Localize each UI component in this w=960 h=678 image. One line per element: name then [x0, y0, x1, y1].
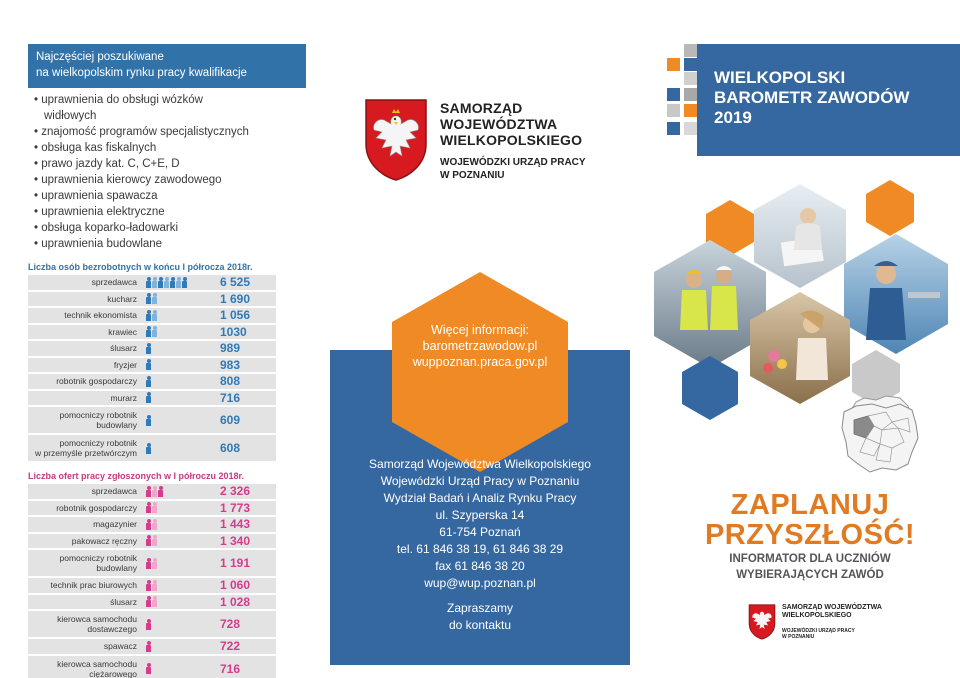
table-row — [28, 308, 276, 323]
row-label-line1: krawiec — [108, 326, 137, 337]
person-icon — [146, 519, 151, 530]
person-icons — [142, 415, 214, 426]
row-label-line1: spawacz — [103, 641, 137, 652]
contact-line: tel. 61 846 38 19, 61 846 38 29 — [396, 542, 564, 556]
logo-line1: SAMORZĄD WOJEWÓDZTWA — [440, 100, 558, 132]
person-icon — [146, 580, 151, 591]
row-label — [28, 486, 142, 496]
subtitle-line2: WYBIERAJĄCYCH ZAWÓD — [736, 569, 884, 581]
row-label-line1: magazynier — [93, 519, 137, 530]
slogan-line2: PRZYSZŁOŚĆ! — [704, 519, 916, 551]
row-value: 1 191 — [220, 556, 251, 570]
person-icons — [142, 293, 214, 304]
row-label-line1: sprzedawca — [91, 486, 137, 497]
left-panel — [28, 44, 306, 678]
person-icon — [146, 558, 151, 569]
person-icons — [142, 277, 214, 288]
row-label — [28, 597, 142, 607]
row-label — [28, 310, 142, 320]
person-icons — [142, 641, 214, 652]
person-icon — [146, 596, 151, 607]
row-label-line1: technik prac biurowych — [50, 580, 137, 591]
mini-logo-line2: WIELKOPOLSKIEGO — [782, 612, 852, 619]
person-icon — [146, 343, 151, 354]
person-icon — [158, 277, 163, 288]
decor-square — [684, 88, 697, 101]
person-icon — [146, 619, 151, 630]
row-value: 6 525 — [220, 275, 251, 290]
qualifications-title-line2: na wielkopolskim rynku pracy kwalifikacje — [36, 67, 247, 79]
row-value: 1 773 — [220, 500, 251, 515]
person-icon — [152, 596, 157, 607]
row-value: 989 — [220, 341, 241, 356]
decor-square — [684, 72, 697, 85]
row-label — [28, 327, 142, 337]
row-label-line1: murarz — [110, 392, 137, 403]
website-link-2[interactable]: wuppoznan.praca.gov.pl — [412, 355, 548, 369]
subtitle-line1: INFORMATOR DLA UCZNIÓW — [729, 553, 891, 565]
person-icon — [170, 277, 175, 288]
person-icons — [142, 502, 214, 513]
email-link[interactable]: wup@wup.poznan.pl — [424, 576, 536, 590]
row-label-line1: robotnik gospodarczy — [56, 502, 137, 513]
person-icons — [142, 343, 214, 354]
person-icons — [142, 619, 214, 630]
row-label-line2: w przemyśle przetwórczym — [34, 448, 137, 458]
person-icons — [142, 558, 214, 569]
row-value: 722 — [220, 639, 241, 654]
qualification-item: • uprawnienia do obsługi wózków — [34, 92, 306, 108]
mini-logo-line4: W POZNANIU — [782, 634, 815, 640]
person-icon — [146, 641, 151, 652]
qualification-item: • uprawnienia elektryczne — [34, 204, 306, 220]
row-label — [28, 536, 142, 546]
row-label — [28, 580, 142, 590]
title-line2: BAROMETR ZAWODÓW — [714, 88, 910, 107]
title-line1: WIELKOPOLSKI — [714, 68, 846, 87]
person-icon — [146, 376, 151, 387]
person-icons — [142, 535, 214, 546]
decor-hexagon — [682, 356, 738, 420]
invite-line1: Zapraszamy — [446, 601, 514, 615]
table-row — [28, 595, 276, 610]
row-value: 609 — [220, 413, 241, 427]
person-icon — [146, 310, 151, 321]
slogan-line1: ZAPLANUJ — [730, 489, 890, 521]
row-value: 1 340 — [220, 533, 251, 548]
table-row — [28, 534, 276, 549]
row-value: 608 — [220, 441, 241, 455]
row-value: 808 — [220, 374, 241, 389]
row-value: 1 028 — [220, 594, 251, 609]
row-value: 1 056 — [220, 308, 251, 323]
qualifications-title-line1: Najczęściej poszukiwane — [36, 51, 164, 63]
title-line3: 2019 — [714, 108, 752, 127]
person-icon — [146, 486, 151, 497]
row-label-line1: ślusarz — [110, 343, 137, 354]
table-row — [28, 374, 276, 389]
person-icon — [152, 580, 157, 591]
person-icons — [142, 359, 214, 370]
poland-map-outline-icon — [838, 398, 922, 474]
table-row — [28, 501, 276, 516]
row-label-line1: pomocniczy robotnik — [59, 438, 137, 448]
workers-photo — [654, 240, 766, 368]
offers-table — [28, 484, 276, 678]
person-icons — [142, 519, 214, 530]
person-icon — [158, 486, 163, 497]
row-label-line1: robotnik gospodarczy — [56, 376, 137, 387]
row-label — [28, 519, 142, 529]
row-label — [28, 376, 142, 386]
person-icon — [146, 293, 151, 304]
row-label-line1: ślusarz — [110, 596, 137, 607]
row-label — [28, 294, 142, 304]
row-label — [28, 393, 142, 403]
hexagon-photo-collage — [650, 180, 960, 420]
qualification-item: • uprawnienia spawacza — [34, 188, 306, 204]
person-icon — [146, 277, 151, 288]
website-link-1[interactable]: barometrzawodow.pl — [422, 339, 538, 353]
tagline — [700, 490, 920, 582]
person-icon — [152, 558, 157, 569]
contact-line: 61-754 Poznań — [439, 525, 521, 539]
more-info — [392, 322, 568, 370]
row-label-line1: fryzjer — [113, 359, 137, 370]
row-label — [28, 553, 142, 573]
row-label-line1: kierowca samochodu — [57, 614, 137, 624]
table-row — [28, 435, 276, 461]
offers-title: Liczba ofert pracy zgłoszonych w I półroczu 2018r. — [28, 471, 245, 481]
qualification-item: widłowych — [44, 110, 97, 122]
person-icon — [152, 277, 157, 288]
person-icon — [182, 277, 187, 288]
table-row — [28, 656, 276, 678]
person-icon — [146, 535, 151, 546]
table-row — [28, 391, 276, 406]
row-label-line1: kucharz — [107, 293, 137, 304]
row-label — [28, 659, 142, 678]
table-row — [28, 358, 276, 373]
row-label-line1: technik ekonomista — [64, 310, 137, 321]
decor-square — [684, 122, 697, 135]
person-icon — [152, 535, 157, 546]
table-row — [28, 325, 276, 340]
decor-square — [684, 104, 697, 117]
decor-square — [667, 88, 680, 101]
row-value: 2 326 — [220, 484, 251, 499]
row-label-line2: dostawczego — [87, 624, 137, 634]
qualification-item: • znajomość programów specjalistycznych — [34, 124, 306, 140]
person-icons — [142, 392, 214, 403]
person-icon — [146, 443, 151, 454]
table-row — [28, 275, 276, 290]
table-row — [28, 578, 276, 593]
unemployed-title: Liczba osób bezrobotnych w końcu I półrocza 2018r. — [28, 262, 253, 272]
person-icon — [164, 277, 169, 288]
person-icon — [152, 293, 157, 304]
table-row — [28, 341, 276, 356]
person-icons — [142, 663, 214, 674]
person-icons — [142, 596, 214, 607]
contact-line: Wydział Badań i Analiz Rynku Pracy — [383, 491, 577, 505]
logo-text — [440, 100, 620, 182]
table-row — [28, 517, 276, 532]
row-label-line2: budowlany — [96, 563, 137, 573]
person-icon — [152, 326, 157, 337]
person-icon — [146, 359, 151, 370]
eagle-coat-of-arms-small-icon — [748, 604, 776, 640]
row-label — [28, 410, 142, 430]
person-icon — [152, 310, 157, 321]
brochure-title — [714, 68, 909, 128]
person-icon — [146, 415, 151, 426]
person-icon — [152, 519, 157, 530]
row-value: 716 — [220, 661, 241, 676]
row-label — [28, 343, 142, 353]
row-value: 728 — [220, 617, 241, 631]
row-label — [28, 277, 142, 287]
row-label-line1: kierowca samochodu — [57, 658, 137, 669]
row-label — [28, 360, 142, 370]
wup-logo — [360, 98, 620, 188]
decor-square — [667, 104, 680, 117]
person-icons — [142, 326, 214, 337]
decor-square — [684, 58, 697, 71]
mini-logo-line1: SAMORZĄD WOJEWÓDZTWA — [782, 604, 882, 611]
row-value: 716 — [220, 390, 241, 405]
row-label — [28, 438, 142, 458]
person-icon — [176, 277, 181, 288]
row-label — [28, 641, 142, 651]
mini-logo-text-1 — [782, 604, 882, 620]
row-label-line1: pakowacz ręczny — [71, 535, 137, 546]
row-value: 1 690 — [220, 291, 251, 306]
person-icon — [146, 392, 151, 403]
decor-square — [667, 122, 680, 135]
qualification-item: • obsługa koparko-ładowarki — [34, 220, 306, 236]
table-row — [28, 484, 276, 499]
person-icons — [142, 376, 214, 387]
row-label — [28, 503, 142, 513]
row-label-line1: pomocniczy robotnik — [59, 553, 137, 563]
eagle-coat-of-arms-icon — [364, 98, 428, 182]
qualifications-header — [28, 44, 306, 88]
table-row — [28, 292, 276, 307]
person-icon — [146, 502, 151, 513]
decor-square — [667, 58, 680, 71]
table-row — [28, 639, 276, 654]
row-label — [28, 614, 142, 634]
person-icon — [146, 663, 151, 674]
qualification-item: • uprawnienia budowlane — [34, 236, 306, 252]
contact-line: Samorząd Województwa Wielkopolskiego — [369, 457, 591, 471]
person-icon — [146, 326, 151, 337]
row-value: 1030 — [220, 324, 247, 339]
qualification-item: • uprawnienia kierowcy zawodowego — [34, 172, 306, 188]
logo-line2: WIELKOPOLSKIEGO — [440, 132, 583, 148]
unemployed-table — [28, 275, 276, 461]
mini-logo-line3: WOJEWÓDZKI URZĄD PRACY — [782, 628, 855, 634]
person-icon — [152, 502, 157, 513]
qualification-item: • obsługa kas fiskalnych — [34, 140, 306, 156]
person-icon — [152, 486, 157, 497]
decor-square — [684, 44, 697, 57]
more-info-label: Więcej informacji: — [431, 323, 529, 337]
table-row — [28, 611, 276, 637]
logo-line3: WOJEWÓDZKI URZĄD PRACY — [440, 157, 586, 168]
qualifications-list — [28, 92, 306, 252]
row-label-line2: ciężarowego — [89, 668, 137, 678]
invite-line2: do kontaktu — [448, 618, 512, 632]
row-value: 983 — [220, 357, 241, 372]
person-icons — [142, 580, 214, 591]
person-icons — [142, 486, 214, 497]
mini-logo — [748, 604, 898, 644]
decor-hexagon — [866, 180, 914, 236]
contact-line: ul. Szyperska 14 — [435, 508, 525, 522]
contact-details — [330, 456, 630, 634]
logo-line4: W POZNANIU — [440, 170, 505, 181]
contact-line: Wojewódzki Urząd Pracy w Poznaniu — [380, 474, 580, 488]
row-label-line1: sprzedawca — [91, 277, 137, 288]
qualification-item: • prawo jazdy kat. C, C+E, D — [34, 156, 306, 172]
table-row — [28, 550, 276, 576]
row-value: 1 060 — [220, 578, 251, 593]
row-value: 1 443 — [220, 517, 251, 532]
contact-line: fax 61 846 38 20 — [435, 559, 525, 573]
person-icons — [142, 310, 214, 321]
info-hexagon-shape — [392, 272, 568, 472]
mini-logo-text-2 — [782, 628, 855, 640]
row-label-line1: pomocniczy robotnik — [59, 410, 137, 420]
row-label-line2: budowlany — [96, 420, 137, 430]
table-row — [28, 407, 276, 433]
person-icons — [142, 443, 214, 454]
